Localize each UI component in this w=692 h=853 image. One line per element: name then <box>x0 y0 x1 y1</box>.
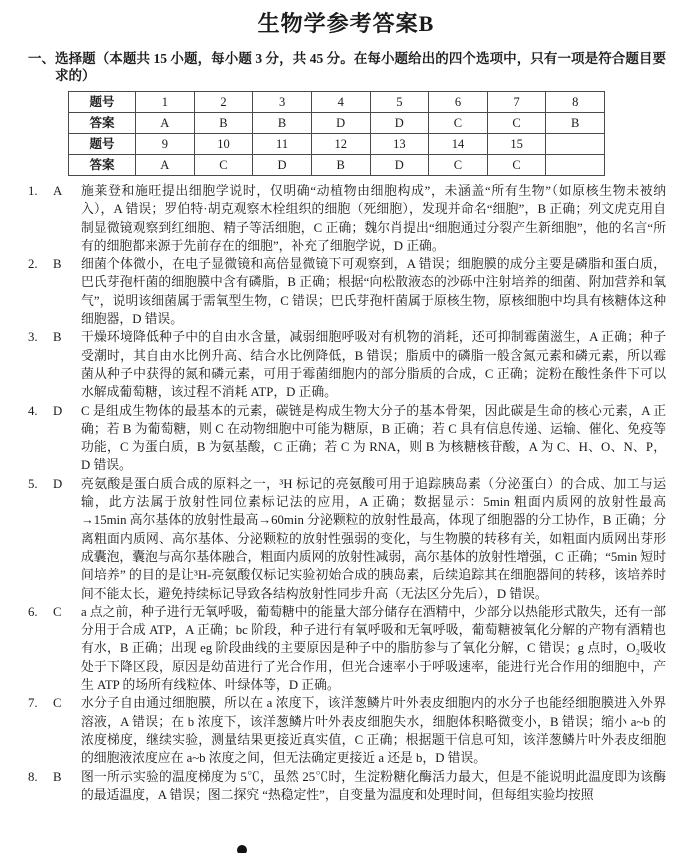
item-number: 3. <box>28 330 38 345</box>
table-row <box>69 134 605 155</box>
table-cell: D <box>311 113 370 134</box>
item-text: 干燥环境降低种子中的自由水含量，减弱细胞呼吸对有机物的消耗，还可抑制霉菌滋生，A 正确；种子受潮时，其自由水比例升高、结合水比例降低，B 错误；脂质中的磷脂一般含氮元素和磷元素，所以霉菌从种子中获得的氮和磷元素，可用于霉菌细胞内的部分脂质的合成，C 正确；淀粉在酸性条件下可以水解成葡萄糖，该过程不消耗 ATP，D 正确。 <box>81 330 666 400</box>
section-number: 一、 <box>28 51 55 66</box>
explanation-item-2 <box>28 255 666 328</box>
row-header: 答案 <box>69 155 136 176</box>
item-text: 水分子自由通过细胞膜，所以在 a 浓度下，该洋葱鳞片叶外表皮细胞内的水分子也能经细胞膜进入外界溶液，A 错误；在 b 浓度下，该洋葱鳞片叶外表皮细胞失水，细胞体积略微变小，B 错误；缩小 a~b 的浓度梯度，继续实验，测量结果更接近真实值，C 正确；根据题干信息可知，该洋葱鳞片叶外表皮细胞的细胞液浓度应在 a~b 浓度之间，但无法确定更接近 a 还是 b，D 错误。 <box>81 696 666 766</box>
item-text: a 点之前，种子进行无氧呼吸，葡萄糖中的能量大部分储存在酒精中，少部分以热能形式散失，还有一部分用于合成 ATP，A 正确；bc 阶段，种子进行有氧呼吸和无氧呼吸，葡萄糖被氧化分解的产物有酒精也有水，B 正确；出现 eg 阶段曲线的主要原因是种子中的脂肪参与了氧化分解，C 错误；g 点时，O₂吸收处于下降区段，原因是幼苗进行了光合作用，但光合速率小于呼吸速率，能进行光合作用的细胞中，产生 ATP 的场所有线粒体、叶绿体等，D 正确。 <box>81 604 666 693</box>
table-cell: 8 <box>546 92 605 113</box>
row-header: 题号 <box>69 134 136 155</box>
item-answer: B <box>53 769 62 784</box>
item-text: 施莱登和施旺提出细胞学说时，仅明确“动植物由细胞构成”，未涵盖“所有生物”（如原核生物未被纳入），A 错误；罗伯特·胡克观察木栓组织的细胞（死细胞），发现并命名“细胞”，B 正确；列文虎克用自制显微镜观察到红细胞、精子等活细胞，C 正确；魏尔肖提出“细胞通过分裂产生新细胞”，他的名言“所有的细胞都来源于先前存在的细胞”，补充了细胞学说，D 正确。 <box>81 184 666 253</box>
table-cell: B <box>311 155 370 176</box>
item-text: C 是组成生物体的最基本的元素，碳链是构成生物大分子的基本骨架，因此碳是生命的核心元素，A 正确；若 B 为葡萄糖，则 C 在动物细胞中可能为糖原，B 正确；若 C 具有信息传递、运输、催化、免疫等功能，C 为蛋白质，B 为氨基酸，C 正确；若 C 为 RNA，则 B 为核糖核苷酸，A 为 C、H、O、N、P，D 错误。 <box>81 403 666 473</box>
explanation-item-4 <box>28 402 666 475</box>
item-number: 4. <box>28 403 38 418</box>
cut-off-glyph <box>237 845 247 853</box>
item-answer: B <box>53 257 62 272</box>
table-row <box>69 92 605 113</box>
answer-table <box>68 91 605 176</box>
explanation-item-5 <box>28 475 666 603</box>
table-row <box>69 155 605 176</box>
item-number: 2. <box>28 257 38 272</box>
item-answer: C <box>53 604 62 619</box>
item-text: 图一所示实验的温度梯度为 5℃，虽然 25℃时，生淀粉糖化酶活力最大，但是不能说明此温度即为该酶的最适温度，A 错误；图二探究 “热稳定性”，自变量为温度和处理时间，但每组实验均按照 <box>81 769 666 802</box>
table-cell: 10 <box>194 134 253 155</box>
explanation-item-3 <box>28 328 666 401</box>
table-cell: 9 <box>136 134 195 155</box>
table-cell: 15 <box>487 134 546 155</box>
item-number: 8. <box>28 769 38 784</box>
explanation-list <box>0 179 692 804</box>
item-answer: B <box>53 330 62 345</box>
table-cell: B <box>253 113 312 134</box>
table-cell: 6 <box>429 92 488 113</box>
table-cell: D <box>253 155 312 176</box>
item-text: 亮氨酸是蛋白质合成的原料之一，³H 标记的亮氨酸可用于追踪胰岛素（分泌蛋白）的合成、加工与运输，此方法属于放射性同位素标记法的应用，A 正确；数据显示：5min 粗面内质网的放射性最高→15min 高尔基体的放射性最高→60min 分泌颗粒的放射性最高，体现了细胞器的分工协作，B 正确；分离粗面内质网、高尔基体、分泌颗粒的放射性强弱的变化，与生物膜的转移有关，如粗面内质网出芽形成囊泡，囊泡与高尔基体融合，粗面内质网的放射性减弱，高尔基体的放射性增强，C 正确；“5min 短时间培养” 的目的是让³H-亮氨酸仅标记实验初始合成的胰岛素，后续追踪其在细胞器间的转移，该培养时间不能太长，避免持续标记导致各结构放射性同步升高（无法区分先后），D 错误。 <box>81 476 666 601</box>
table-cell: 5 <box>370 92 429 113</box>
table-cell: C <box>487 155 546 176</box>
explanation-item-6 <box>28 603 666 694</box>
item-number: 6. <box>28 604 38 619</box>
section-heading-text: 选择题（本题共 15 小题，每小题 3 分，共 45 分。在每小题给出的四个选项中，只有一项是符合题目要求的） <box>55 51 666 83</box>
table-cell: 13 <box>370 134 429 155</box>
table-cell: A <box>136 113 195 134</box>
table-cell: 3 <box>253 92 312 113</box>
table-cell: C <box>429 155 488 176</box>
table-cell: D <box>370 155 429 176</box>
table-cell: B <box>194 113 253 134</box>
table-cell: 11 <box>253 134 312 155</box>
explanation-item-7 <box>28 694 666 767</box>
item-answer: D <box>53 403 63 418</box>
table-cell <box>546 155 605 176</box>
section-heading <box>0 38 692 84</box>
table-cell: 7 <box>487 92 546 113</box>
explanation-item-8 <box>28 768 666 805</box>
item-answer: D <box>53 476 63 491</box>
table-cell: C <box>487 113 546 134</box>
row-header: 题号 <box>69 92 136 113</box>
table-cell <box>546 134 605 155</box>
item-number: 5. <box>28 476 38 491</box>
item-answer: C <box>53 696 62 711</box>
item-answer: A <box>53 184 63 198</box>
table-cell: D <box>370 113 429 134</box>
page-title: 生物学参考答案B <box>257 11 435 36</box>
item-number: 7. <box>28 696 38 711</box>
table-cell: 1 <box>136 92 195 113</box>
table-cell: 4 <box>311 92 370 113</box>
item-number: 1. <box>28 184 38 198</box>
table-cell: A <box>136 155 195 176</box>
explanation-item-1 <box>28 182 666 255</box>
row-header: 答案 <box>69 113 136 134</box>
item-text: 细菌个体微小，在电子显微镜和高倍显微镜下可观察到，A 错误；细胞膜的成分主要是磷脂和蛋白质，巴氏芽孢杆菌的细胞膜中含有磷脂，B 正确；根据“向松散液态的沙砾中注射培养的细菌、附加营养和氧气”，说明该细菌属于需氧型生物，C 错误；巴氏芽孢杆菌属于原核生物，原核细胞中均具有核糖体这种细胞器，D 错误。 <box>81 257 666 327</box>
table-cell: C <box>194 155 253 176</box>
table-cell: C <box>429 113 488 134</box>
table-cell: 14 <box>429 134 488 155</box>
table-cell: B <box>546 113 605 134</box>
table-row <box>69 113 605 134</box>
table-cell: 2 <box>194 92 253 113</box>
table-cell: 12 <box>311 134 370 155</box>
